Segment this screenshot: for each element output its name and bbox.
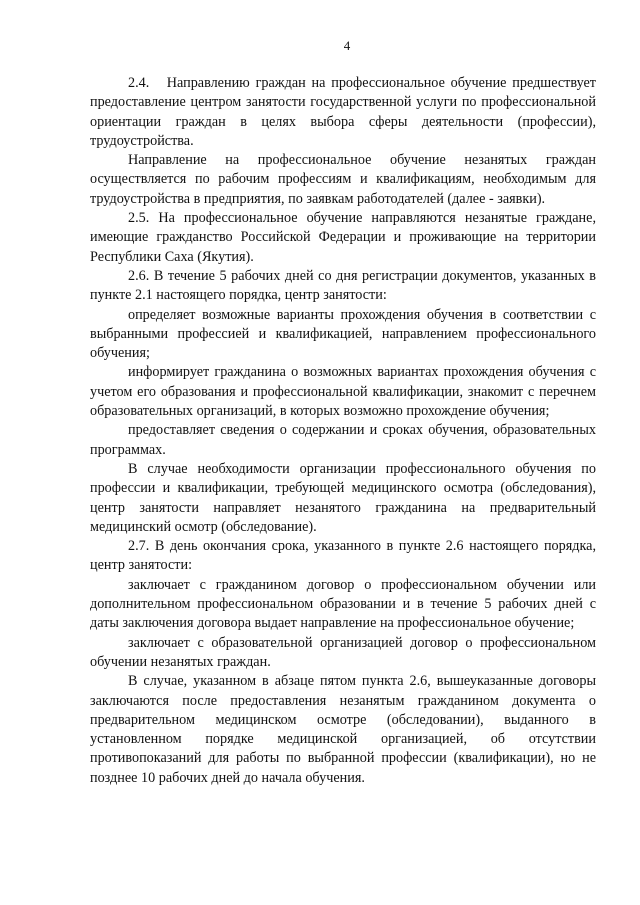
paragraph-informs: информирует гражданина о возможных вариантах прохождения обучения с учетом его образования и профессиональной квалификации, знакомит с перечнем образовательных организаций, в которых возможно прохождение обучения;	[90, 364, 596, 420]
paragraph-determines: определяет возможные варианты прохождения обучения в соответствии с выбранными профессией и квалификацией, направлением профессионального обучения;	[90, 306, 596, 362]
paragraph-2-4: 2.4. Направлению граждан на профессиональное обучение предшествует предоставление центром занятости государственной услуги по профессиональной ориентации граждан в целях выбора сферы деятельности (профессии), трудоустройства.	[90, 75, 596, 149]
paragraph-contract-citizen: заключает с гражданином договор о профессиональном обучении или дополнительном профессиональном образовании и в течение 5 рабочих дней с даты заключения договора выдает направление на профессиональное обучение;	[90, 576, 596, 632]
paragraph-contract-conditions: В случае, указанном в абзаце пятом пункта 2.6, вышеуказанные договоры заключаются после предоставления незанятым гражданином документа о предварительном медицинском осмотре (обследовании), выданного в установленном порядке медицинской организацией, об отсутствии противопоказаний для работы по выбранной профессии (квалификации), но не позднее 10 рабочих дней до начала обучения.	[90, 673, 596, 786]
paragraph-medical-exam: В случае необходимости организации профессионального обучения по профессии и квалификации, требующей медицинского осмотра (обследования), центр занятости направляет незанятого гражданина на предварительный медицинский осмотр (обследование).	[90, 460, 596, 535]
paragraph-provides: предоставляет сведения о содержании и сроках обучения, образовательных программах.	[90, 422, 596, 458]
paragraph-contract-organization: заключает с образовательной организацией договор о профессиональном обучении незанятых граждан.	[90, 634, 596, 670]
paragraph-2-5: 2.5. На профессиональное обучение направляются незанятые граждане, имеющие гражданство Российской Федерации и проживающие на территории Республики Саха (Якутия).	[90, 210, 596, 265]
page-number: 4	[343, 38, 351, 53]
paragraph-direction: Направление на профессиональное обучение незанятых граждан осуществляется по рабочим профессиям и квалификациям, необходимым для трудоустройства в предприятия, по заявкам работодателей (далее - заявки).	[90, 152, 596, 207]
paragraph-2-6: 2.6. В течение 5 рабочих дней со дня регистрации документов, указанных в пункте 2.1 настоящего порядка, центр занятости:	[90, 267, 596, 304]
document-body	[90, 74, 596, 788]
paragraph-2-7: 2.7. В день окончания срока, указанного в пункте 2.6 настоящего порядка, центр занятости:	[90, 538, 596, 574]
